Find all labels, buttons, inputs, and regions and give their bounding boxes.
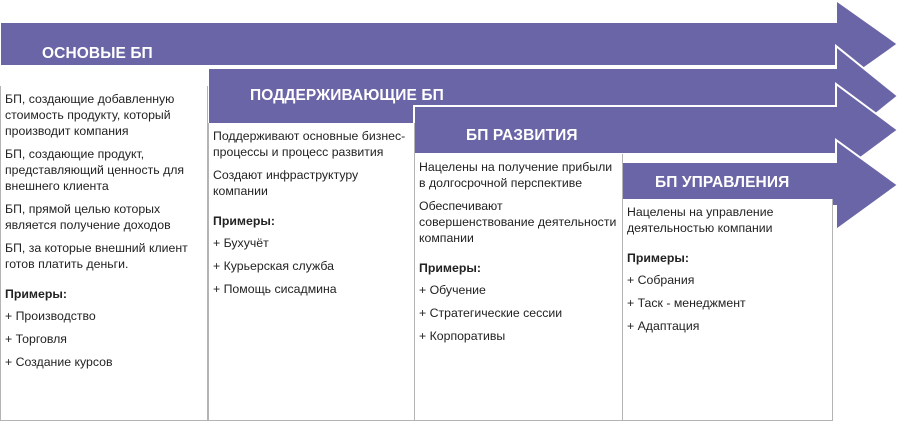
description-item: Обеспечивают совершенствование деятельности компании [419,199,617,245]
description-item: БП, прямой целью которых является получение доходов [5,202,171,232]
example-item: + Торговля [5,332,67,346]
examples-title: Примеры: [627,251,689,265]
example-item: + Стратегические сессии [419,306,563,320]
example-item: + Обучение [419,283,486,297]
description-item: Нацелены на получение прибыли в долгосрочной перспективе [419,160,613,190]
heading-management-processes: БП УПРАВЛЕНИЯ [655,174,790,191]
description-item: БП, за которые внешний клиент готов платить деньги. [5,241,188,271]
example-item: + Курьерская служба [213,259,334,273]
heading-support-processes: ПОДДЕРЖИВАЮЩИЕ БП [250,87,444,104]
description-item: Создают инфраструктуру компании [213,168,359,198]
example-item: + Производство [5,309,96,323]
example-item: + Помощь сисадмина [213,282,337,296]
example-item: + Таск - менеджмент [627,296,746,310]
description-item: Поддерживают основные бизнес-процессы и процесс развития [213,129,406,159]
development-processes-box [414,154,623,421]
example-item: + Собрания [627,273,695,287]
support-processes-box [208,123,415,421]
example-item: + Корпоративы [419,329,506,343]
management-processes-box [622,199,833,421]
core-processes-box [0,86,208,421]
examples-title: Примеры: [213,214,275,228]
example-item: + Создание курсов [5,355,113,369]
description-item: БП, создающие добавленную стоимость продукту, который производит компания [5,92,175,138]
example-item: + Адаптация [627,319,700,333]
example-item: + Бухучёт [213,236,269,250]
heading-core-processes: ОСНОВЫЕ БП [42,45,153,62]
description-item: Нацелены на управление деятельностью компании [627,205,774,235]
heading-development-processes: БП РАЗВИТИЯ [466,127,578,144]
examples-title: Примеры: [419,261,481,275]
examples-title: Примеры: [5,287,67,301]
description-item: БП, создающие продукт, представляющий ценность для внешнего клиента [5,147,185,193]
